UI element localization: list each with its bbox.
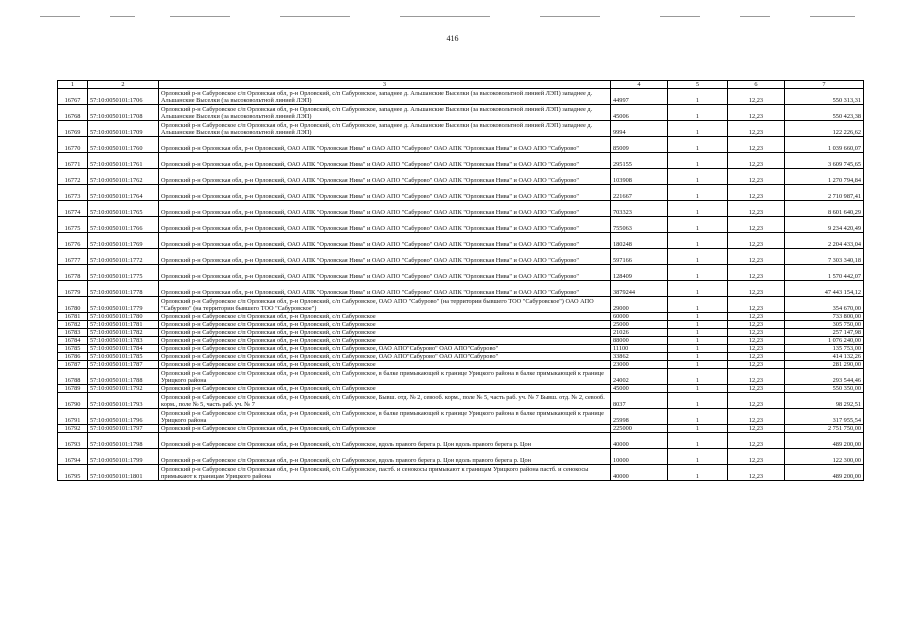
row-number-cell: 16768 [58, 105, 88, 121]
row-number-cell: 16780 [58, 297, 88, 313]
address-cell: Орловский р-н Сабуровское с/п Орловская обл, р-н Орловский, с/п Сабуровское, ОАО АПО"Сабурово" ОАО АПО"Сабурово" [159, 345, 611, 353]
col5-cell: 1 [668, 321, 728, 329]
col5-cell: 1 [668, 169, 728, 185]
rate-cell: 12,23 [728, 297, 785, 313]
value-cell: 281 290,00 [785, 361, 864, 369]
row-number-cell: 16783 [58, 329, 88, 337]
col5-cell: 1 [668, 297, 728, 313]
area-cell: 45006 [611, 105, 668, 121]
col5-cell: 1 [668, 265, 728, 281]
rate-cell: 12,23 [728, 217, 785, 233]
table-row [58, 233, 864, 249]
address-cell: Орловский р-н Сабуровское с/п Орловская обл, р-н Орловский, с/п Сабуровское, западнее д. Альшанские Выселки (за высоковольтной линией ЛЭП) западнее д. Альшанские Выселки (за высоковольтной линией ЛЭП) [159, 89, 611, 105]
value-cell: 1 270 794,84 [785, 169, 864, 185]
area-cell: 225000 [611, 425, 668, 433]
address-cell: Орловский р-н Сабуровское с/п Орловская обл, р-н Орловский, с/п Сабуровское [159, 337, 611, 345]
value-cell: 47 443 154,12 [785, 281, 864, 297]
row-number-cell: 16772 [58, 169, 88, 185]
table-row [58, 249, 864, 265]
value-cell: 733 800,00 [785, 313, 864, 321]
value-cell: 135 753,00 [785, 345, 864, 353]
cadastral-number-cell: 57:10:0050101:1775 [88, 265, 159, 281]
value-cell: 1 076 240,00 [785, 337, 864, 345]
cadastral-number-cell: 57:10:0050101:1799 [88, 449, 159, 465]
table-row [58, 409, 864, 425]
header-col-2: 2 [88, 81, 159, 89]
col5-cell: 1 [668, 281, 728, 297]
address-cell: Орловский р-н Орловская обл, р-н Орловский, ОАО АПК "Орловская Нива" и ОАО АПО "Сабурово" ОАО АПК "Орловская Нива" и ОАО АПО "Сабурово" [159, 137, 611, 153]
col5-cell: 1 [668, 369, 728, 385]
value-cell: 98 292,51 [785, 393, 864, 409]
table-row [58, 313, 864, 321]
address-cell: Орловский р-н Сабуровское с/п Орловская обл, р-н Орловский, с/п Сабуровское, в балке примыкающей к границе Урицкого района в балке примыкающей к границе Урицкого района [159, 369, 611, 385]
row-number-cell: 16781 [58, 313, 88, 321]
table-row [58, 449, 864, 465]
area-cell: 10000 [611, 449, 668, 465]
address-cell: Орловский р-н Сабуровское с/п Орловская обл, р-н Орловский, с/п Сабуровское, Бывш. отд. № 2, севооб. корм., поле № 5, часть раб. уч. № 7 Бывш. отд. № 2, севооб. корм., поле № 5, часть раб. уч. № 7 [159, 393, 611, 409]
cadastral-number-cell: 57:10:0050101:1781 [88, 321, 159, 329]
cadastral-number-cell: 57:10:0050101:1760 [88, 137, 159, 153]
row-number-cell: 16787 [58, 361, 88, 369]
cadastral-number-cell: 57:10:0050101:1798 [88, 433, 159, 449]
area-cell: 24002 [611, 369, 668, 385]
area-cell: 25000 [611, 321, 668, 329]
value-cell: 489 200,00 [785, 465, 864, 481]
rate-cell: 12,23 [728, 337, 785, 345]
cadastral-number-cell: 57:10:0050101:1779 [88, 297, 159, 313]
value-cell: 2 204 433,04 [785, 233, 864, 249]
col5-cell: 1 [668, 433, 728, 449]
rate-cell: 12,23 [728, 465, 785, 481]
col5-cell: 1 [668, 393, 728, 409]
area-cell: 8037 [611, 393, 668, 409]
value-cell: 122 226,62 [785, 121, 864, 137]
row-number-cell: 16792 [58, 425, 88, 433]
cadastral-number-cell: 57:10:0050101:1761 [88, 153, 159, 169]
cadastral-number-cell: 57:10:0050101:1782 [88, 329, 159, 337]
area-cell: 33862 [611, 353, 668, 361]
table-row [58, 425, 864, 433]
area-cell: 25998 [611, 409, 668, 425]
area-cell: 40000 [611, 465, 668, 481]
area-cell: 23000 [611, 361, 668, 369]
cadastral-number-cell: 57:10:0050101:1708 [88, 105, 159, 121]
table-row [58, 337, 864, 345]
table-row [58, 369, 864, 385]
row-number-cell: 16785 [58, 345, 88, 353]
area-cell: 45000 [611, 385, 668, 393]
table-row [58, 105, 864, 121]
value-cell: 550 350,00 [785, 385, 864, 393]
address-cell: Орловский р-н Сабуровское с/п Орловская обл, р-н Орловский, с/п Сабуровское, вдоль правого берега р. Цон вдоль правого берега р. Цон [159, 449, 611, 465]
cadastral-number-cell: 57:10:0050101:1778 [88, 281, 159, 297]
rate-cell: 12,23 [728, 281, 785, 297]
area-cell: 597166 [611, 249, 668, 265]
col5-cell: 1 [668, 313, 728, 321]
cadastral-number-cell: 57:10:0050101:1793 [88, 393, 159, 409]
rate-cell: 12,23 [728, 249, 785, 265]
address-cell: Орловский р-н Орловская обл, р-н Орловский, ОАО АПК "Орловская Нива" и ОАО АПО "Сабурово" ОАО АПК "Орловская Нива" и ОАО АПО "Сабурово" [159, 153, 611, 169]
rate-cell: 12,23 [728, 185, 785, 201]
row-number-cell: 16770 [58, 137, 88, 153]
rate-cell: 12,23 [728, 345, 785, 353]
row-number-cell: 16769 [58, 121, 88, 137]
area-cell: 755063 [611, 217, 668, 233]
table-header-row [58, 81, 864, 89]
rate-cell: 12,23 [728, 233, 785, 249]
address-cell: Орловский р-н Сабуровское с/п Орловская обл, р-н Орловский, с/п Сабуровское, западнее д. Альшанские Выселки (за высоковольтной линией ЛЭП) западнее д. Альшанские Выселки (за высоковольтной линией ЛЭП) [159, 121, 611, 137]
cadastral-number-cell: 57:10:0050101:1706 [88, 89, 159, 105]
area-cell: 11100 [611, 345, 668, 353]
area-cell: 103908 [611, 169, 668, 185]
table-row [58, 433, 864, 449]
address-cell: Орловский р-н Сабуровское с/п Орловская обл, р-н Орловский, с/п Сабуровское, вдоль правого берега р. Цон вдоль правого берега р. Цон [159, 433, 611, 449]
value-cell: 257 147,98 [785, 329, 864, 337]
rate-cell: 12,23 [728, 369, 785, 385]
value-cell: 550 423,38 [785, 105, 864, 121]
value-cell: 305 750,00 [785, 321, 864, 329]
table-row [58, 297, 864, 313]
table-row [58, 353, 864, 361]
value-cell: 7 303 340,18 [785, 249, 864, 265]
address-cell: Орловский р-н Сабуровское с/п Орловская обл, р-н Орловский, с/п Сабуровское [159, 385, 611, 393]
rate-cell: 12,23 [728, 105, 785, 121]
table-row [58, 329, 864, 337]
col5-cell: 1 [668, 185, 728, 201]
address-cell: Орловский р-н Орловская обл, р-н Орловский, ОАО АПК "Орловская Нива" и ОАО АПО "Сабурово" ОАО АПК "Орловская Нива" и ОАО АПО "Сабурово" [159, 169, 611, 185]
table-row [58, 137, 864, 153]
cadastral-number-cell: 57:10:0050101:1787 [88, 361, 159, 369]
address-cell: Орловский р-н Сабуровское с/п Орловская обл, р-н Орловский, с/п Сабуровское [159, 313, 611, 321]
value-cell: 2 710 987,41 [785, 185, 864, 201]
col5-cell: 1 [668, 337, 728, 345]
table-row [58, 121, 864, 137]
cadastral-number-cell: 57:10:0050101:1764 [88, 185, 159, 201]
rate-cell: 12,23 [728, 201, 785, 217]
area-cell: 44997 [611, 89, 668, 105]
table-row [58, 361, 864, 369]
address-cell: Орловский р-н Сабуровское с/п Орловская обл, р-н Орловский, с/п Сабуровское [159, 329, 611, 337]
col5-cell: 1 [668, 465, 728, 481]
address-cell: Орловский р-н Сабуровское с/п Орловская обл, р-н Орловский, с/п Сабуровское, пастб. и сенокосы примыкают к границам Урицкого района пастб. и сенокосы примыкают к границам Урицкого района [159, 465, 611, 481]
address-cell: Орловский р-н Сабуровское с/п Орловская обл, р-н Орловский, с/п Сабуровское, ОАО АПО "Сабурово" (на территории бывшего ТОО "Сабуровское") ОАО АПО "Сабурово" (на территории бывшего ТОО "Сабуровское") [159, 297, 611, 313]
table-row [58, 169, 864, 185]
row-number-cell: 16771 [58, 153, 88, 169]
rate-cell: 12,23 [728, 313, 785, 321]
page-number: 416 [446, 34, 459, 43]
rate-cell: 12,23 [728, 329, 785, 337]
row-number-cell: 16786 [58, 353, 88, 361]
col5-cell: 1 [668, 449, 728, 465]
header-col-4: 4 [611, 81, 668, 89]
col5-cell: 1 [668, 89, 728, 105]
address-cell: Орловский р-н Сабуровское с/п Орловская обл, р-н Орловский, с/п Сабуровское [159, 425, 611, 433]
table-row [58, 265, 864, 281]
value-cell: 317 955,54 [785, 409, 864, 425]
table-row [58, 201, 864, 217]
cadastral-number-cell: 57:10:0050101:1792 [88, 385, 159, 393]
header-col-3: 3 [159, 81, 611, 89]
rate-cell: 12,23 [728, 425, 785, 433]
cadastral-number-cell: 57:10:0050101:1784 [88, 345, 159, 353]
col5-cell: 1 [668, 329, 728, 337]
area-cell: 85009 [611, 137, 668, 153]
col5-cell: 1 [668, 409, 728, 425]
cadastral-number-cell: 57:10:0050101:1709 [88, 121, 159, 137]
scan-artifact-strip [40, 13, 860, 23]
address-cell: Орловский р-н Орловская обл, р-н Орловский, ОАО АПК "Орловская Нива" и ОАО АПО "Сабурово" ОАО АПК "Орловская Нива" и ОАО АПО "Сабурово" [159, 201, 611, 217]
cadastral-number-cell: 57:10:0050101:1785 [88, 353, 159, 361]
cadastral-number-cell: 57:10:0050101:1766 [88, 217, 159, 233]
rate-cell: 12,23 [728, 89, 785, 105]
address-cell: Орловский р-н Орловская обл, р-н Орловский, ОАО АПК "Орловская Нива" и ОАО АПО "Сабурово" ОАО АПК "Орловская Нива" и ОАО АПО "Сабурово" [159, 233, 611, 249]
cadastral-number-cell: 57:10:0050101:1772 [88, 249, 159, 265]
value-cell: 414 132,26 [785, 353, 864, 361]
rate-cell: 12,23 [728, 353, 785, 361]
value-cell: 1 039 660,07 [785, 137, 864, 153]
col5-cell: 1 [668, 249, 728, 265]
area-cell: 60000 [611, 313, 668, 321]
header-col-1: 1 [58, 81, 88, 89]
table-row [58, 385, 864, 393]
row-number-cell: 16775 [58, 217, 88, 233]
value-cell: 489 200,00 [785, 433, 864, 449]
value-cell: 2 751 750,00 [785, 425, 864, 433]
cadastral-number-cell: 57:10:0050101:1796 [88, 409, 159, 425]
col5-cell: 1 [668, 201, 728, 217]
row-number-cell: 16784 [58, 337, 88, 345]
cadastral-number-cell: 57:10:0050101:1780 [88, 313, 159, 321]
col5-cell: 1 [668, 105, 728, 121]
area-cell: 180248 [611, 233, 668, 249]
header-col-7: 7 [785, 81, 864, 89]
row-number-cell: 16788 [58, 369, 88, 385]
table-row [58, 153, 864, 169]
rate-cell: 12,23 [728, 265, 785, 281]
rate-cell: 12,23 [728, 449, 785, 465]
address-cell: Орловский р-н Сабуровское с/п Орловская обл, р-н Орловский, с/п Сабуровское, в балке примыкающей к границе Урицкого района в балке примыкающей к границе Урицкого района [159, 409, 611, 425]
header-col-6: 6 [728, 81, 785, 89]
row-number-cell: 16774 [58, 201, 88, 217]
row-number-cell: 16778 [58, 265, 88, 281]
row-number-cell: 16767 [58, 89, 88, 105]
row-number-cell: 16776 [58, 233, 88, 249]
table-row [58, 465, 864, 481]
address-cell: Орловский р-н Орловская обл, р-н Орловский, ОАО АПК "Орловская Нива" и ОАО АПО "Сабурово" ОАО АПК "Орловская Нива" и ОАО АПО "Сабурово" [159, 265, 611, 281]
value-cell: 1 570 442,07 [785, 265, 864, 281]
area-cell: 3879244 [611, 281, 668, 297]
address-cell: Орловский р-н Орловская обл, р-н Орловский, ОАО АПК "Орловская Нива" и ОАО АПО "Сабурово" ОАО АПК "Орловская Нива" и ОАО АПО "Сабурово" [159, 217, 611, 233]
address-cell: Орловский р-н Сабуровское с/п Орловская обл, р-н Орловский, с/п Сабуровское [159, 361, 611, 369]
row-number-cell: 16773 [58, 185, 88, 201]
row-number-cell: 16795 [58, 465, 88, 481]
rate-cell: 12,23 [728, 121, 785, 137]
cadastral-number-cell: 57:10:0050101:1801 [88, 465, 159, 481]
table-row [58, 345, 864, 353]
col5-cell: 1 [668, 385, 728, 393]
row-number-cell: 16789 [58, 385, 88, 393]
value-cell: 9 234 420,49 [785, 217, 864, 233]
value-cell: 293 544,46 [785, 369, 864, 385]
land-plot-table [57, 80, 864, 481]
area-cell: 9994 [611, 121, 668, 137]
row-number-cell: 16779 [58, 281, 88, 297]
area-cell: 40000 [611, 433, 668, 449]
rate-cell: 12,23 [728, 169, 785, 185]
value-cell: 3 609 745,65 [785, 153, 864, 169]
col5-cell: 1 [668, 353, 728, 361]
area-cell: 29000 [611, 297, 668, 313]
address-cell: Орловский р-н Сабуровское с/п Орловская обл, р-н Орловский, с/п Сабуровское, ОАО АПО"Сабурово" ОАО АПО"Сабурово" [159, 353, 611, 361]
rate-cell: 12,23 [728, 153, 785, 169]
area-cell: 295155 [611, 153, 668, 169]
table-row [58, 281, 864, 297]
cadastral-number-cell: 57:10:0050101:1765 [88, 201, 159, 217]
col5-cell: 1 [668, 361, 728, 369]
col5-cell: 1 [668, 153, 728, 169]
row-number-cell: 16794 [58, 449, 88, 465]
rate-cell: 12,23 [728, 433, 785, 449]
table-row [58, 217, 864, 233]
rate-cell: 12,23 [728, 137, 785, 153]
value-cell: 122 300,00 [785, 449, 864, 465]
area-cell: 21026 [611, 329, 668, 337]
rate-cell: 12,23 [728, 321, 785, 329]
col5-cell: 1 [668, 345, 728, 353]
rate-cell: 12,23 [728, 385, 785, 393]
rate-cell: 12,23 [728, 409, 785, 425]
row-number-cell: 16791 [58, 409, 88, 425]
table-row [58, 185, 864, 201]
rate-cell: 12,23 [728, 393, 785, 409]
row-number-cell: 16782 [58, 321, 88, 329]
col5-cell: 1 [668, 121, 728, 137]
table-row [58, 321, 864, 329]
value-cell: 550 313,31 [785, 89, 864, 105]
area-cell: 221667 [611, 185, 668, 201]
address-cell: Орловский р-н Сабуровское с/п Орловская обл, р-н Орловский, с/п Сабуровское [159, 321, 611, 329]
address-cell: Орловский р-н Сабуровское с/п Орловская обл, р-н Орловский, с/п Сабуровское, западнее д. Альшанские Выселки (за высоковольтной линией ЛЭП) западнее д. Альшанские Выселки (за высоковольтной линией ЛЭП) [159, 105, 611, 121]
row-number-cell: 16793 [58, 433, 88, 449]
area-cell: 128409 [611, 265, 668, 281]
area-cell: 703323 [611, 201, 668, 217]
col5-cell: 1 [668, 217, 728, 233]
table-row [58, 393, 864, 409]
table-row [58, 89, 864, 105]
value-cell: 354 670,00 [785, 297, 864, 313]
value-cell: 8 601 640,29 [785, 201, 864, 217]
row-number-cell: 16777 [58, 249, 88, 265]
col5-cell: 1 [668, 233, 728, 249]
cadastral-number-cell: 57:10:0050101:1783 [88, 337, 159, 345]
cadastral-number-cell: 57:10:0050101:1769 [88, 233, 159, 249]
col5-cell: 1 [668, 425, 728, 433]
address-cell: Орловский р-н Орловская обл, р-н Орловский, ОАО АПК "Орловская Нива" и ОАО АПО "Сабурово" ОАО АПК "Орловская Нива" и ОАО АПО "Сабурово" [159, 185, 611, 201]
row-number-cell: 16790 [58, 393, 88, 409]
area-cell: 88000 [611, 337, 668, 345]
address-cell: Орловский р-н Орловская обл, р-н Орловский, ОАО АПК "Орловская Нива" и ОАО АПО "Сабурово" ОАО АПК "Орловская Нива" и ОАО АПО "Сабурово" [159, 249, 611, 265]
col5-cell: 1 [668, 137, 728, 153]
cadastral-number-cell: 57:10:0050101:1797 [88, 425, 159, 433]
cadastral-number-cell: 57:10:0050101:1762 [88, 169, 159, 185]
rate-cell: 12,23 [728, 361, 785, 369]
cadastral-number-cell: 57:10:0050101:1788 [88, 369, 159, 385]
header-col-5: 5 [668, 81, 728, 89]
address-cell: Орловский р-н Орловская обл, р-н Орловский, ОАО АПК "Орловская Нива" и ОАО АПО "Сабурово" ОАО АПК "Орловская Нива" и ОАО АПО "Сабурово" [159, 281, 611, 297]
